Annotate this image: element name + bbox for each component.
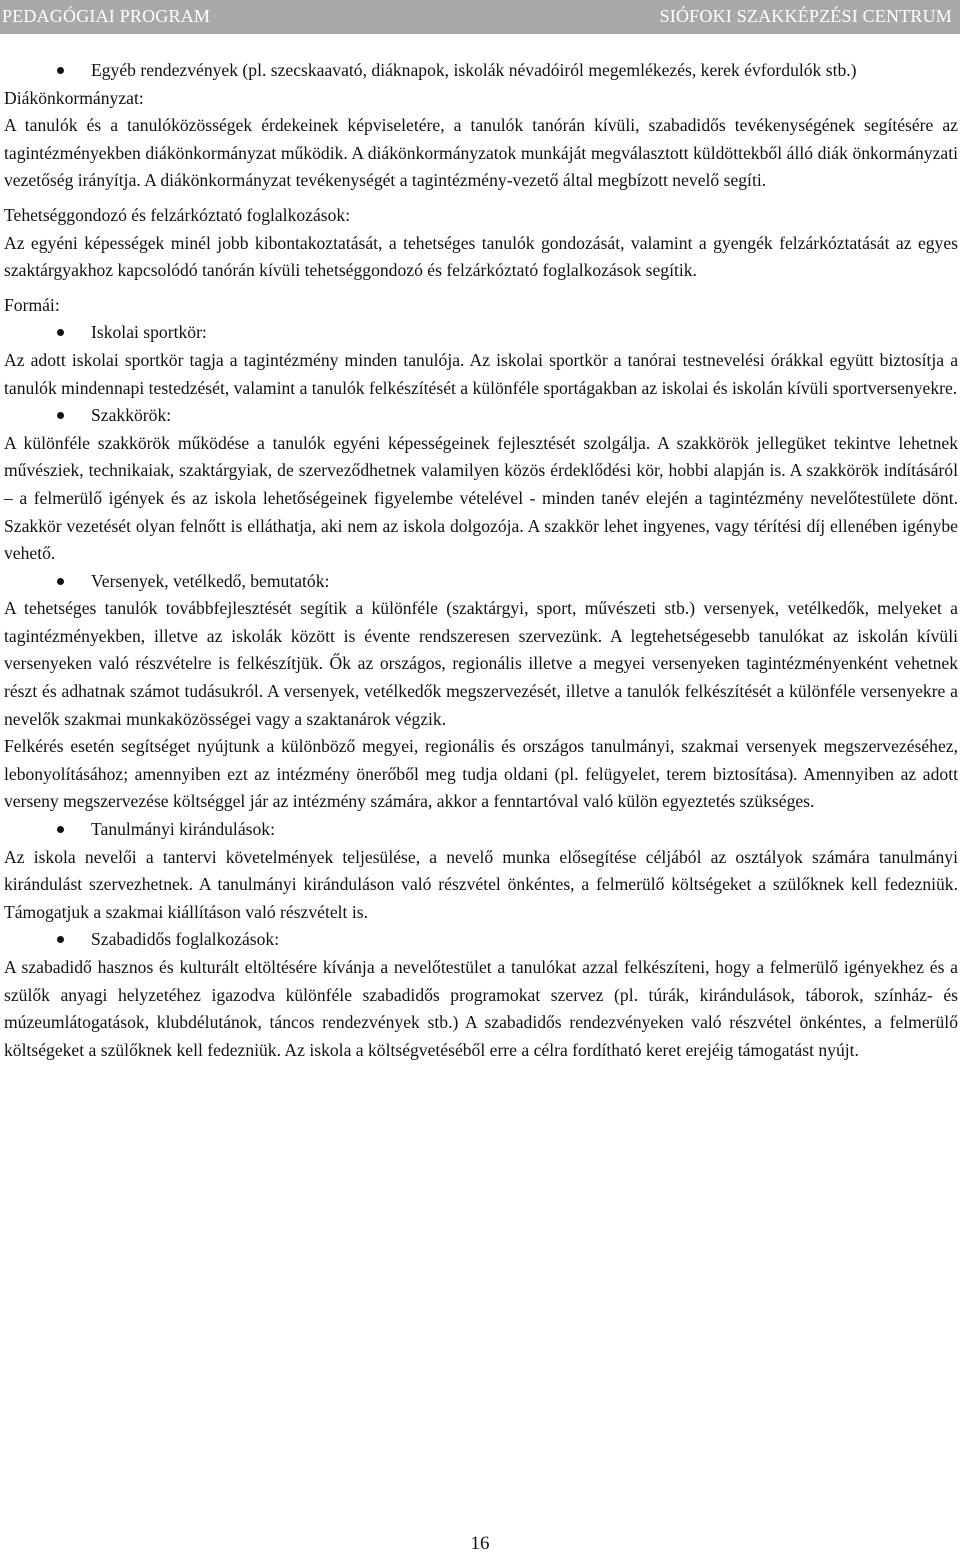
- header-left-title: PEDAGÓGIAI PROGRAM: [2, 6, 211, 27]
- paragraph-sportkor: Az adott iskolai sportkör tagja a tagintézmény minden tanulója. Az iskolai sportkör a tanórai testnevelési órákkal együtt biztosítja a tanulók mindennapi testedzését, valamint a tanulók felkészítését a különféle sportágakban az iskolai és iskolán kívüli sportversenyekre.: [4, 349, 958, 398]
- paragraph-kirandulasok: Az iskola nevelői a tantervi követelmények teljesülése, a nevelő munka elősegítése céljából az osztályok számára tanulmányi kirándulást szervezhetnek. A tanulmányi kiránduláson való részvétel önkéntes, a felmerülő költségeket a szülőknek kell fedezniük. Támogatjuk a szakmai kiállításon való részvételt is.: [4, 846, 958, 922]
- section-heading-tehetseggondozo: Tehetséggondozó és felzárkóztató foglalkozások:: [4, 204, 351, 225]
- header-right-title: SIÓFOKI SZAKKÉPZÉSI CENTRUM: [659, 6, 952, 27]
- bullet-item-sportkor: Iskolai sportkör:: [4, 319, 958, 347]
- page-number: 16: [470, 1533, 490, 1554]
- bullet-item-versenyek: Versenyek, vetélkedő, bemutatók:: [4, 568, 958, 596]
- paragraph-szabadidos: A szabadidő hasznos és kulturált eltöltésére kívánja a nevelőtestület a tanulókat azzal felkészíteni, hogy a felmerülő igényekhez és a szülők anyagi helyzetéhez igazodva különféle szabadidős programokat szervez (pl. túrák, kirándulások, táborok, színház- és múzeumlátogatások, klubdélutánok, táncos rendezvények stb.) A szabadidős rendezvényeken való részvétel önkéntes, a felmerülő költségeket a szülőknek kell fedezniük. Az iskola a költségvetéséből erre a célra fordítható keret erejéig támogatást nyújt.: [4, 957, 958, 1060]
- paragraph-tehetseggondozo: Az egyéni képességek minél jobb kibontakoztatását, a tehetséges tanulók gondozását, valamint a gyengék felzárkóztatását az egyes szaktárgyakhoz kapcsolódó tanórán kívüli tehetséggondozó és felzárkóztató foglalkozások segítik.: [4, 232, 958, 281]
- paragraph-felkeres: Felkérés esetén segítséget nyújtunk a különböző megyei, regionális és országos tanulmányi, szakmai versenyek megszervezéséhez, lebonyolításához; amennyiben ezt az intézmény önerőből meg tudja oldani (pl. felügyelet, terem biztosítása). Amennyiben az adott verseny megszervezése költséggel jár az intézmény számára, akkor a fenntartóval való külön egyeztetés szükséges.: [4, 736, 958, 812]
- section-heading-diakonkormanyzat: Diákönkormányzat:: [4, 87, 144, 108]
- page-content: [4, 57, 958, 1064]
- paragraph-diakonkormanyzat: A tanulók és a tanulóközösségek érdekeinek képviseletére, a tanulók tanórán kívüli, szabadidős tevékenységének segítésére az tagintézményekben diákönkormányzat működik. A diákönkormányzatok munkáját megválasztott küldöttekből álló diák önkormányzati vezetőség irányítja. A diákönkormányzat tevékenységét a tagintézmény-vezető által megbízott nevelő segíti.: [4, 115, 958, 191]
- bullet-item-szabadidos: Szabadidős foglalkozások:: [4, 926, 958, 954]
- bullet-item-kirandulasok: Tanulmányi kirándulások:: [4, 816, 958, 844]
- paragraph-szakkorok: A különféle szakkörök működése a tanulók egyéni képességeinek fejlesztését szolgálja. A szakkörök jellegüket tekintve lehetnek művésziek, technikaiak, szaktárgyiak, de szerveződhetnek valamilyen közös érdeklődési kör, hobbi alapján is. A szakkörök indításáról – a felmerülő igények és az iskola lehetőségeinek figyelembe vételével - minden tanév elején a tagintézmény nevelőtestülete dönt. Szakkör vezetését olyan felnőtt is elláthatja, aki nem az iskola dolgozója. A szakkör lehet ingyenes, vagy térítési díj ellenében igénybe vehető.: [4, 432, 958, 564]
- bullet-item-egyeb: Egyéb rendezvények (pl. szecskaavató, diáknapok, iskolák névadóiról megemlékezés, kerek évfordulók stb.): [4, 57, 958, 85]
- section-heading-formai: Formái:: [4, 294, 60, 315]
- paragraph-versenyek: A tehetséges tanulók továbbfejlesztését segítik a különféle (szaktárgyi, sport, művészeti stb.) versenyek, vetélkedők, melyeket a tagintézményekben, illetve az iskolák között is évente rendszeresen szervezünk. A legtehetségesebb tanulókat az iskolán kívüli versenyeken való részvételre is felkészítjük. Ők az országos, regionális illetve a megyei versenyeken tagintézményenként vehetnek részt és adhatnak számot tudásukról. A versenyek, vetélkedők megszervezését, illetve a tanulók felkészítését a különféle versenyekre a nevelők szakmai munkaközösségei vagy a szaktanárok végzik.: [4, 598, 958, 729]
- bullet-item-szakkorok: Szakkörök:: [4, 402, 958, 430]
- page-header: [0, 0, 960, 34]
